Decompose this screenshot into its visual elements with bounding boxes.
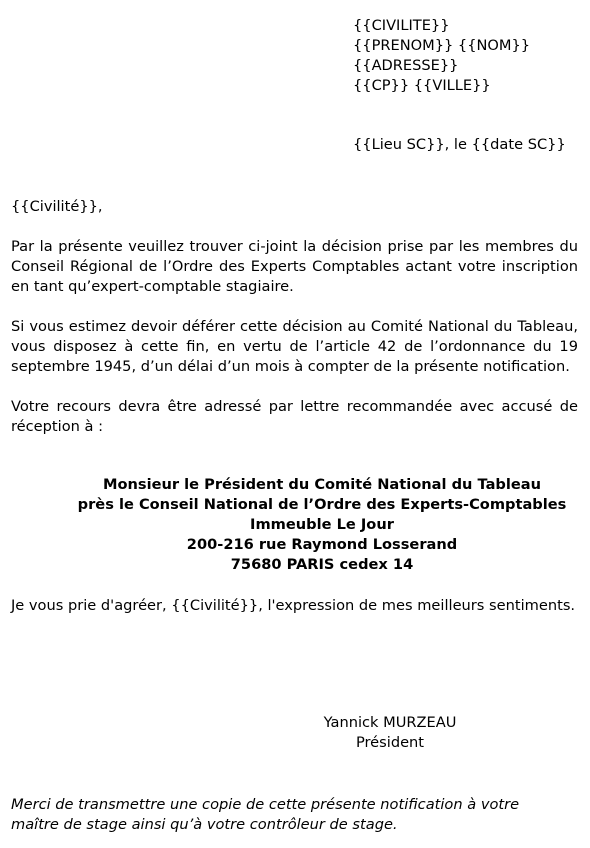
transmission-note (11, 795, 586, 835)
signature-block (290, 713, 490, 753)
appeal-address-line-3: Immeuble Le Jour (250, 516, 394, 533)
paragraph-appeal-delay: Si vous estimez devoir déférer cette décision au Comité National du Tableau, vous disposez à cette fin, en vertu de l’article 42 de l’ordonnance du 19 septembre 1945, d’un délai d’un mois à compter de la présente notification. (11, 318, 578, 375)
recipient-name: {{PRENOM}} {{NOM}} (353, 37, 531, 54)
note-line-1: Merci de transmettre une copie de cette présente notification à votre (11, 796, 520, 813)
closing-formula: Je vous prie d'agréer, {{Civilité}}, l'expression de mes meilleurs sentiments. (11, 597, 576, 614)
paragraph-appeal-address-intro: Votre recours devra être adressé par lettre recommandée avec accusé de réception à : (11, 398, 578, 435)
appeal-address-line-2: près le Conseil National de l’Ordre des Experts-Comptables (77, 496, 567, 513)
recipient-address-block (353, 16, 588, 96)
recipient-address: {{ADRESSE}} (353, 57, 459, 74)
recipient-civilite: {{CIVILITE}} (353, 17, 450, 34)
letter-body (11, 197, 578, 457)
signatory-name: Yannick MURZEAU (323, 714, 457, 731)
appeal-address-line-4: 200-216 rue Raymond Losserand (186, 536, 458, 553)
place-and-date: {{Lieu SC}}, le {{date SC}} (353, 136, 566, 153)
recipient-city: {{CP}} {{VILLE}} (353, 77, 491, 94)
appeal-address-line-5: 75680 PARIS cedex 14 (230, 556, 414, 573)
salutation: {{Civilité}}, (11, 198, 103, 215)
signatory-title: Président (355, 734, 425, 751)
appeal-address-block (0, 475, 590, 575)
paragraph-decision: Par la présente veuillez trouver ci-joint la décision prise par les membres du Conseil Régional de l’Ordre des Experts Comptables actant votre inscription en tant qu’expert-comptable stagiaire. (11, 238, 578, 295)
appeal-address-line-1: Monsieur le Président du Comité National du Tableau (102, 476, 542, 493)
note-line-2: maître de stage ainsi qu’à votre contrôleur de stage. (11, 816, 398, 833)
